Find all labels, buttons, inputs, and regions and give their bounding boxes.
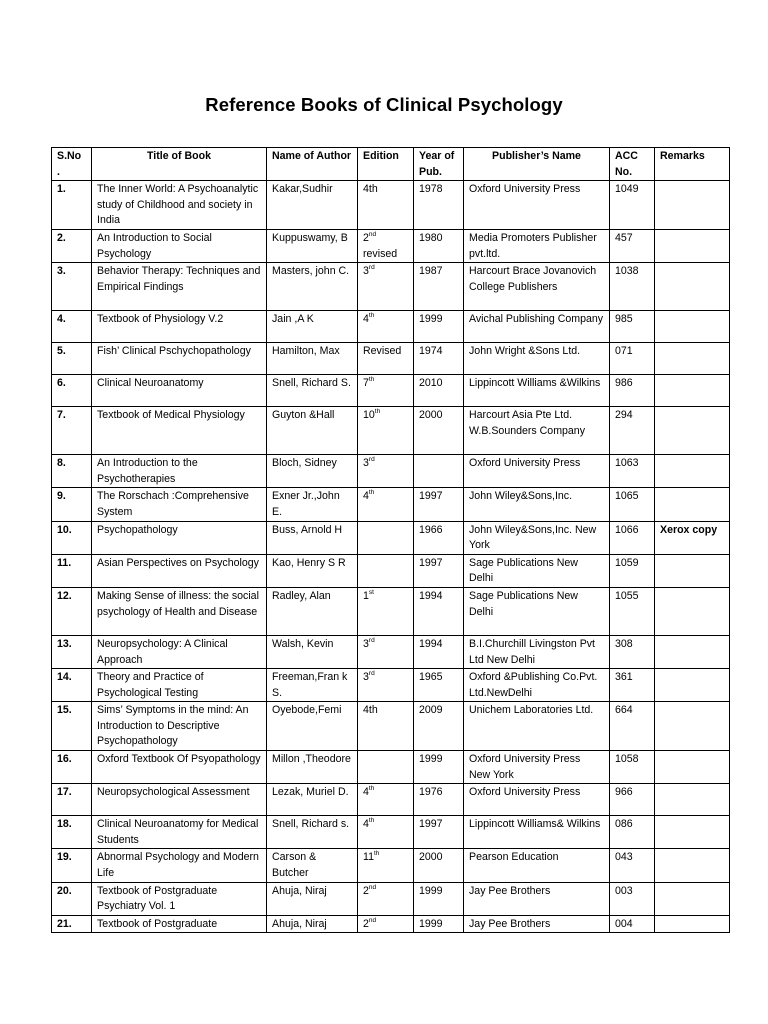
- cell-year: 1999: [414, 882, 464, 915]
- table-row: [52, 554, 730, 587]
- table-row: [52, 587, 730, 635]
- cell-title: The Rorschach :Comprehensive System: [92, 488, 267, 521]
- cell-acc: 294: [610, 407, 655, 455]
- edition-number: 2: [363, 917, 369, 930]
- cell-sno: 16.: [52, 751, 92, 784]
- cell-sno: 20.: [52, 882, 92, 915]
- cell-publisher: John Wiley&Sons,Inc. New York: [464, 521, 610, 554]
- cell-title: Neuropsychology: A Clinical Approach: [92, 635, 267, 668]
- cell-edition: [358, 455, 414, 488]
- table-row: [52, 407, 730, 455]
- cell-acc: 457: [610, 229, 655, 262]
- cell-edition: [358, 263, 414, 311]
- cell-sno: 14.: [52, 669, 92, 702]
- cell-author: Ahuja, Niraj: [267, 882, 358, 915]
- edition-number: 3: [363, 457, 369, 470]
- edition-number: 1: [363, 589, 369, 602]
- cell-publisher: Lippincott Williams& Wilkins: [464, 816, 610, 849]
- cell-year: 1999: [414, 915, 464, 933]
- cell-remarks: [655, 751, 730, 784]
- cell-author: Radley, Alan: [267, 587, 358, 635]
- edition-suffix: th: [368, 785, 375, 793]
- cell-title: Psychopathology: [92, 521, 267, 554]
- edition-note: revised: [363, 247, 398, 260]
- cell-sno: 13.: [52, 635, 92, 668]
- cell-sno: 8.: [52, 455, 92, 488]
- cell-remarks: [655, 488, 730, 521]
- table-row: [52, 229, 730, 262]
- edition-number: 4: [363, 818, 369, 831]
- cell-remarks: [655, 375, 730, 407]
- cell-year: 1980: [414, 229, 464, 262]
- cell-sno: 4.: [52, 311, 92, 343]
- cell-author: Bloch, Sidney: [267, 455, 358, 488]
- header-acc: ACC No.: [610, 148, 655, 181]
- cell-author: Snell, Richard S.: [267, 375, 358, 407]
- table-row: [52, 311, 730, 343]
- cell-year: [414, 455, 464, 488]
- header-edition: Edition: [358, 148, 414, 181]
- cell-acc: 966: [610, 784, 655, 816]
- header-sno: S.No .: [52, 148, 92, 181]
- cell-year: 1987: [414, 263, 464, 311]
- cell-edition: [358, 181, 414, 230]
- cell-remarks: [655, 455, 730, 488]
- edition-number: 4th: [363, 183, 378, 196]
- cell-author: Ahuja, Niraj: [267, 915, 358, 933]
- table-row: [52, 882, 730, 915]
- cell-publisher: Oxford University Press: [464, 181, 610, 230]
- cell-sno: 6.: [52, 375, 92, 407]
- cell-title: Sims’ Symptoms in the mind: An Introduction to Descriptive Psychopathology: [92, 702, 267, 751]
- header-publisher: Publisher’s Name: [464, 148, 610, 181]
- cell-remarks: [655, 816, 730, 849]
- cell-publisher: B.I.Churchill Livingston Pvt Ltd New Delhi: [464, 635, 610, 668]
- edition-number: 3: [363, 671, 369, 684]
- cell-acc: 664: [610, 702, 655, 751]
- cell-year: 1976: [414, 784, 464, 816]
- cell-edition: [358, 702, 414, 751]
- edition-suffix: th: [368, 312, 375, 320]
- cell-acc: 986: [610, 375, 655, 407]
- cell-year: 1997: [414, 488, 464, 521]
- edition-number: 2: [363, 231, 369, 244]
- cell-remarks: [655, 554, 730, 587]
- cell-acc: 003: [610, 882, 655, 915]
- cell-edition: [358, 407, 414, 455]
- edition-number: 4: [363, 786, 369, 799]
- cell-author: Oyebode,Femi: [267, 702, 358, 751]
- books-table: [51, 147, 730, 933]
- page-title: Reference Books of Clinical Psychology: [205, 94, 563, 115]
- cell-acc: 308: [610, 635, 655, 668]
- cell-publisher: Harcourt Brace Jovanovich College Publishers: [464, 263, 610, 311]
- cell-sno: 15.: [52, 702, 92, 751]
- edition-suffix: th: [374, 850, 380, 858]
- cell-remarks: [655, 587, 730, 635]
- cell-author: Millon ,Theodore: [267, 751, 358, 784]
- table-row: [52, 181, 730, 230]
- cell-author: Lezak, Muriel D.: [267, 784, 358, 816]
- table-row: [52, 488, 730, 521]
- cell-title: Textbook of Postgraduate: [92, 915, 267, 933]
- cell-remarks: [655, 635, 730, 668]
- cell-publisher: Jay Pee Brothers: [464, 915, 610, 933]
- cell-sno: 1.: [52, 181, 92, 230]
- cell-edition: [358, 343, 414, 375]
- cell-acc: 361: [610, 669, 655, 702]
- cell-sno: 2.: [52, 229, 92, 262]
- cell-publisher: Oxford University Press New York: [464, 751, 610, 784]
- header-title: Title of Book: [92, 148, 267, 181]
- edition-suffix: nd: [368, 883, 377, 891]
- cell-title: Fish’ Clinical Pschychopathology: [92, 343, 267, 375]
- cell-edition: [358, 587, 414, 635]
- cell-edition: [358, 669, 414, 702]
- cell-year: 1997: [414, 816, 464, 849]
- table-row: [52, 635, 730, 668]
- cell-sno: 9.: [52, 488, 92, 521]
- cell-acc: 086: [610, 816, 655, 849]
- table-row: [52, 702, 730, 751]
- cell-title: Clinical Neuroanatomy: [92, 375, 267, 407]
- header-remarks: Remarks: [655, 148, 730, 181]
- cell-title: Asian Perspectives on Psychology: [92, 554, 267, 587]
- cell-title: An Introduction to Social Psychology: [92, 229, 267, 262]
- cell-edition: [358, 784, 414, 816]
- cell-remarks: [655, 915, 730, 933]
- cell-year: 2010: [414, 375, 464, 407]
- cell-remarks: [655, 669, 730, 702]
- cell-publisher: Sage Publications New Delhi: [464, 587, 610, 635]
- edition-suffix: th: [368, 376, 375, 384]
- cell-author: Kao, Henry S R: [267, 554, 358, 587]
- edition-suffix: nd: [368, 230, 377, 238]
- cell-remarks: [655, 849, 730, 882]
- cell-edition: [358, 375, 414, 407]
- cell-year: 1994: [414, 587, 464, 635]
- cell-acc: 1058: [610, 751, 655, 784]
- cell-edition: [358, 751, 414, 784]
- cell-sno: 21.: [52, 915, 92, 933]
- cell-edition: [358, 521, 414, 554]
- cell-edition: [358, 882, 414, 915]
- table-row: [52, 784, 730, 816]
- edition-number: 4th: [363, 704, 378, 717]
- edition-suffix: nd: [368, 916, 377, 924]
- cell-acc: 1055: [610, 587, 655, 635]
- cell-remarks: [655, 702, 730, 751]
- cell-acc: 043: [610, 849, 655, 882]
- cell-title: Textbook of Postgraduate Psychiatry Vol. 1: [92, 882, 267, 915]
- cell-publisher: Oxford University Press: [464, 784, 610, 816]
- cell-title: The Inner World: A Psychoanalytic study of Childhood and society in India: [92, 181, 267, 230]
- cell-publisher: Avichal Publishing Company: [464, 311, 610, 343]
- cell-title: Abnormal Psychology and Modern Life: [92, 849, 267, 882]
- edition-number: 7: [363, 377, 369, 390]
- cell-acc: 071: [610, 343, 655, 375]
- cell-publisher: Oxford University Press: [464, 455, 610, 488]
- table-row: [52, 375, 730, 407]
- table-row: [52, 816, 730, 849]
- edition-suffix: st: [368, 588, 374, 596]
- cell-remarks: [655, 343, 730, 375]
- edition-suffix: rd: [368, 670, 375, 678]
- cell-year: 2000: [414, 849, 464, 882]
- cell-author: Kakar,Sudhir: [267, 181, 358, 230]
- table-row: [52, 263, 730, 311]
- cell-edition: [358, 816, 414, 849]
- header-year: Year of Pub.: [414, 148, 464, 181]
- cell-author: Guyton &Hall: [267, 407, 358, 455]
- cell-edition: [358, 229, 414, 262]
- cell-title: Textbook of Medical Physiology: [92, 407, 267, 455]
- cell-author: Snell, Richard s.: [267, 816, 358, 849]
- cell-title: Neuropsychological Assessment: [92, 784, 267, 816]
- cell-publisher: Sage Publications New Delhi: [464, 554, 610, 587]
- cell-sno: 10.: [52, 521, 92, 554]
- cell-year: 1978: [414, 181, 464, 230]
- cell-acc: 1049: [610, 181, 655, 230]
- cell-publisher: Harcourt Asia Pte Ltd. W.B.Sounders Company: [464, 407, 610, 455]
- table-body: [52, 181, 730, 933]
- cell-edition: [358, 849, 414, 882]
- cell-author: Carson & Butcher: [267, 849, 358, 882]
- edition-number: 11: [363, 851, 374, 864]
- cell-publisher: John Wright &Sons Ltd.: [464, 343, 610, 375]
- cell-acc: 1063: [610, 455, 655, 488]
- cell-author: Walsh, Kevin: [267, 635, 358, 668]
- table-row: [52, 751, 730, 784]
- cell-year: 2009: [414, 702, 464, 751]
- edition-number: 10: [363, 409, 375, 422]
- cell-sno: 17.: [52, 784, 92, 816]
- cell-sno: 11.: [52, 554, 92, 587]
- cell-title: Oxford Textbook Of Psyopathology: [92, 751, 267, 784]
- edition-number: 2: [363, 884, 369, 897]
- cell-remarks: [655, 263, 730, 311]
- cell-title: Clinical Neuroanatomy for Medical Students: [92, 816, 267, 849]
- cell-edition: [358, 311, 414, 343]
- cell-year: 1974: [414, 343, 464, 375]
- edition-number: 4: [363, 490, 369, 503]
- cell-remarks: [655, 407, 730, 455]
- cell-acc: 004: [610, 915, 655, 933]
- cell-author: Masters, john C.: [267, 263, 358, 311]
- cell-publisher: John Wiley&Sons,Inc.: [464, 488, 610, 521]
- cell-remarks: [655, 882, 730, 915]
- edition-suffix: rd: [368, 636, 375, 644]
- cell-acc: 1059: [610, 554, 655, 587]
- cell-author: Hamilton, Max: [267, 343, 358, 375]
- cell-publisher: Media Promoters Publisher pvt.ltd.: [464, 229, 610, 262]
- cell-publisher: Pearson Education: [464, 849, 610, 882]
- cell-edition: [358, 554, 414, 587]
- cell-author: Kuppuswamy, B: [267, 229, 358, 262]
- edition-suffix: th: [368, 817, 375, 825]
- edition-number: 4: [363, 313, 369, 326]
- cell-remarks: [655, 229, 730, 262]
- cell-year: 1966: [414, 521, 464, 554]
- edition-suffix: rd: [368, 264, 375, 272]
- cell-sno: 5.: [52, 343, 92, 375]
- table-row: [52, 455, 730, 488]
- table-row: [52, 915, 730, 933]
- cell-remarks: [655, 784, 730, 816]
- cell-acc: 1065: [610, 488, 655, 521]
- cell-publisher: Lippincott Williams &Wilkins: [464, 375, 610, 407]
- cell-remarks: [655, 181, 730, 230]
- cell-author: Freeman,Fran k S.: [267, 669, 358, 702]
- cell-title: Textbook of Physiology V.2: [92, 311, 267, 343]
- cell-year: 1999: [414, 311, 464, 343]
- table-row: [52, 669, 730, 702]
- table-row: [52, 849, 730, 882]
- edition-suffix: th: [374, 408, 381, 416]
- cell-sno: 3.: [52, 263, 92, 311]
- cell-sno: 7.: [52, 407, 92, 455]
- cell-title: Theory and Practice of Psychological Testing: [92, 669, 267, 702]
- cell-year: 1965: [414, 669, 464, 702]
- table-row: [52, 343, 730, 375]
- cell-remarks: Xerox copy: [655, 521, 730, 554]
- cell-publisher: Jay Pee Brothers: [464, 882, 610, 915]
- cell-author: Exner Jr.,John E.: [267, 488, 358, 521]
- cell-sno: 18.: [52, 816, 92, 849]
- edition-number: Revised: [363, 345, 402, 358]
- cell-year: 2000: [414, 407, 464, 455]
- table-row: [52, 521, 730, 554]
- cell-acc: 985: [610, 311, 655, 343]
- cell-author: Buss, Arnold H: [267, 521, 358, 554]
- header-author: Name of Author: [267, 148, 358, 181]
- cell-author: Jain ,A K: [267, 311, 358, 343]
- edition-suffix: th: [368, 489, 375, 497]
- cell-publisher: Unichem Laboratories Ltd.: [464, 702, 610, 751]
- cell-title: An Introduction to the Psychotherapies: [92, 455, 267, 488]
- cell-title: Making Sense of illness: the social psychology of Health and Disease: [92, 587, 267, 635]
- edition-number: 3: [363, 637, 369, 650]
- cell-edition: [358, 488, 414, 521]
- edition-number: 3: [363, 265, 369, 278]
- cell-edition: [358, 635, 414, 668]
- cell-year: 1994: [414, 635, 464, 668]
- cell-publisher: Oxford &Publishing Co.Pvt. Ltd.NewDelhi: [464, 669, 610, 702]
- cell-acc: 1066: [610, 521, 655, 554]
- cell-edition: [358, 915, 414, 933]
- header-row: [52, 148, 730, 181]
- cell-remarks: [655, 311, 730, 343]
- cell-acc: 1038: [610, 263, 655, 311]
- cell-year: 1999: [414, 751, 464, 784]
- cell-title: Behavior Therapy: Techniques and Empirical Findings: [92, 263, 267, 311]
- edition-suffix: rd: [368, 456, 375, 464]
- cell-sno: 12.: [52, 587, 92, 635]
- cell-sno: 19.: [52, 849, 92, 882]
- cell-year: 1997: [414, 554, 464, 587]
